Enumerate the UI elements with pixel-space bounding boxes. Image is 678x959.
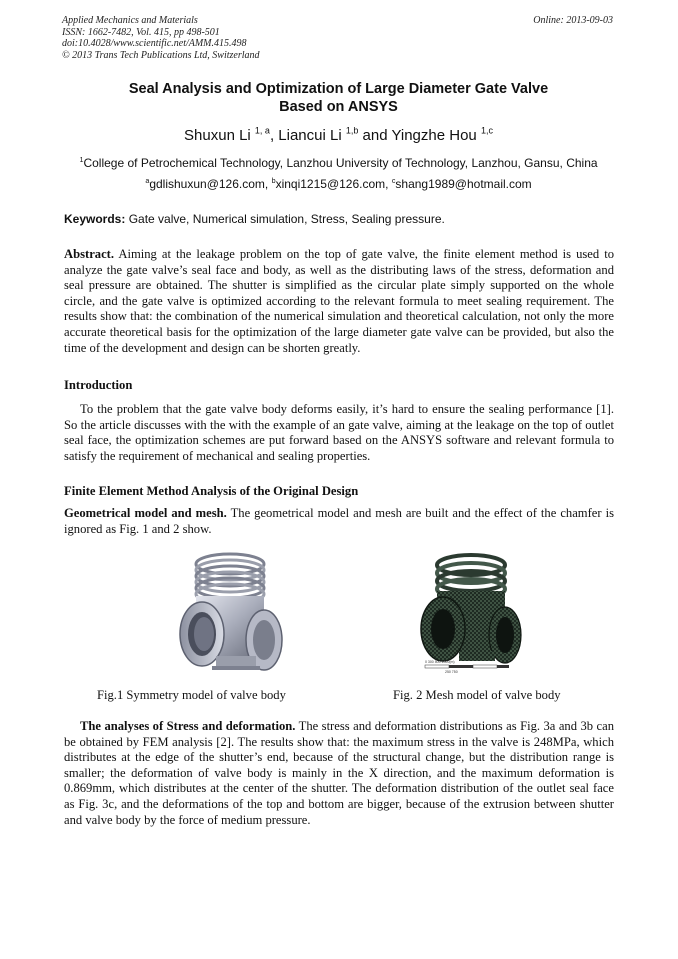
journal-header <box>62 15 260 61</box>
scale-label-top: 0 300 500 1000(m) <box>425 660 455 664</box>
affiliation-sup: 1 <box>79 154 84 164</box>
email-a-sup: a <box>145 175 150 185</box>
paper-title <box>62 80 615 116</box>
title-line-1: Seal Analysis and Optimization of Large Diameter Gate Valve <box>128 81 549 97</box>
stress-label: The analyses of Stress and deformation. <box>80 719 296 733</box>
journal-name: Applied Mechanics and Materials <box>62 15 198 26</box>
email-list <box>62 177 615 191</box>
fem-heading: Finite Element Method Analysis of the Original Design <box>64 484 359 498</box>
geometry-text: The geometrical model and mesh are built and the effect of the chamfer is ignored as Fig. 1 and 2 show. <box>64 506 614 536</box>
abstract <box>64 247 614 356</box>
keywords-text: Gate valve, Numerical simulation, Stress, Sealing pressure. <box>125 212 445 226</box>
doi-line: doi:10.4028/www.scientific.net/AMM.415.498 <box>62 38 247 49</box>
affiliation-text: College of Petrochemical Technology, Lanzhou University of Technology, Lanzhou, Gansu, China <box>83 156 598 170</box>
stress-text: The stress and deformation distributions as Fig. 3a and 3b can be obtained by FEM analysis [2]. The results show that: the maximum stress in the valve is 248MPa, which distributes at the edge of the shutter’s end, because of the structural change, but the distribution range is smaller; the deformation of valve body is mainly in the X direction, and the maximum deformation is 0.869mm, which distributes at the center of the shutter. The deformation distribution of the outlet seal face as Fig. 3c, and the deformations of the top and bottom are bigger, because of the extrusion between shutter and valve body by the force of medium pressure. <box>64 719 615 827</box>
email-b: xinqi1215@126.com, <box>275 177 392 191</box>
title-line-2: Based on ANSYS <box>279 99 398 115</box>
keywords <box>64 212 614 226</box>
geometry-label: Geometrical model and mesh. <box>64 506 227 520</box>
abstract-text: Aiming at the leakage problem on the top of gate valve, the finite element method is used to analyze the gate valve’s seal face and body, as well as the distributing laws of the stress, deformation and seal pressure are obtained. The shutter is simplified as the circular plate simply supported on the whole circle, and the gate valve is optimized according to the relevant formula to meet sealing requirement. The results show that: the combination of the numerical simulation and theoretical calculation, not only the more accurate theoretical basis for the optimization of the large diameter gate valve can be provided, but also the time of the development and design can be shorten greatly. <box>64 247 614 355</box>
author-list <box>62 127 615 144</box>
introduction-text: To the problem that the gate valve body deforms easily, it’s hard to ensure the sealing performance [1]. So the article discusses with the with the example of an gate valve, aiming at the leakage on the top of outlet seal face, the optimization schemes are put forward based on the ANSYS software and relevant formula to satisfy the requirement of mechanical and sealing properties. <box>64 402 614 463</box>
abstract-label: Abstract. <box>64 247 115 261</box>
email-c: shang1989@hotmail.com <box>395 177 532 191</box>
online-date: Online: 2013-09-03 <box>533 15 613 26</box>
keywords-label: Keywords: <box>64 212 126 226</box>
email-a: gdlishuxun@126.com, <box>149 177 272 191</box>
email-b-sup: b <box>271 175 276 185</box>
affiliation <box>62 156 615 170</box>
fig1-valve-model-image <box>172 552 286 678</box>
author-1: Shuxun Li <box>184 127 251 144</box>
author-3: and Yingzhe Hou <box>362 127 477 144</box>
fig2-caption: Fig. 2 Mesh model of valve body <box>393 688 561 702</box>
author-1-sup: 1, a <box>254 125 270 136</box>
copyright-line: © 2013 Trans Tech Publications Ltd, Switzerland <box>62 49 260 61</box>
introduction-heading: Introduction <box>64 378 133 392</box>
stress-paragraph <box>64 719 614 828</box>
author-2-sup: 1,b <box>345 125 359 136</box>
fig1-caption: Fig.1 Symmetry model of valve body <box>97 688 286 702</box>
scale-label-bottom: 250 750 <box>445 670 458 674</box>
issn-line: ISSN: 1662-7482, Vol. 415, pp 498-501 <box>62 26 220 38</box>
author-3-sup: 1,c <box>480 125 493 136</box>
author-2: , Liancui Li <box>269 127 342 144</box>
email-c-sup: c <box>391 175 396 185</box>
geometry-paragraph <box>64 506 614 537</box>
fig2-mesh-model-image <box>411 551 527 679</box>
